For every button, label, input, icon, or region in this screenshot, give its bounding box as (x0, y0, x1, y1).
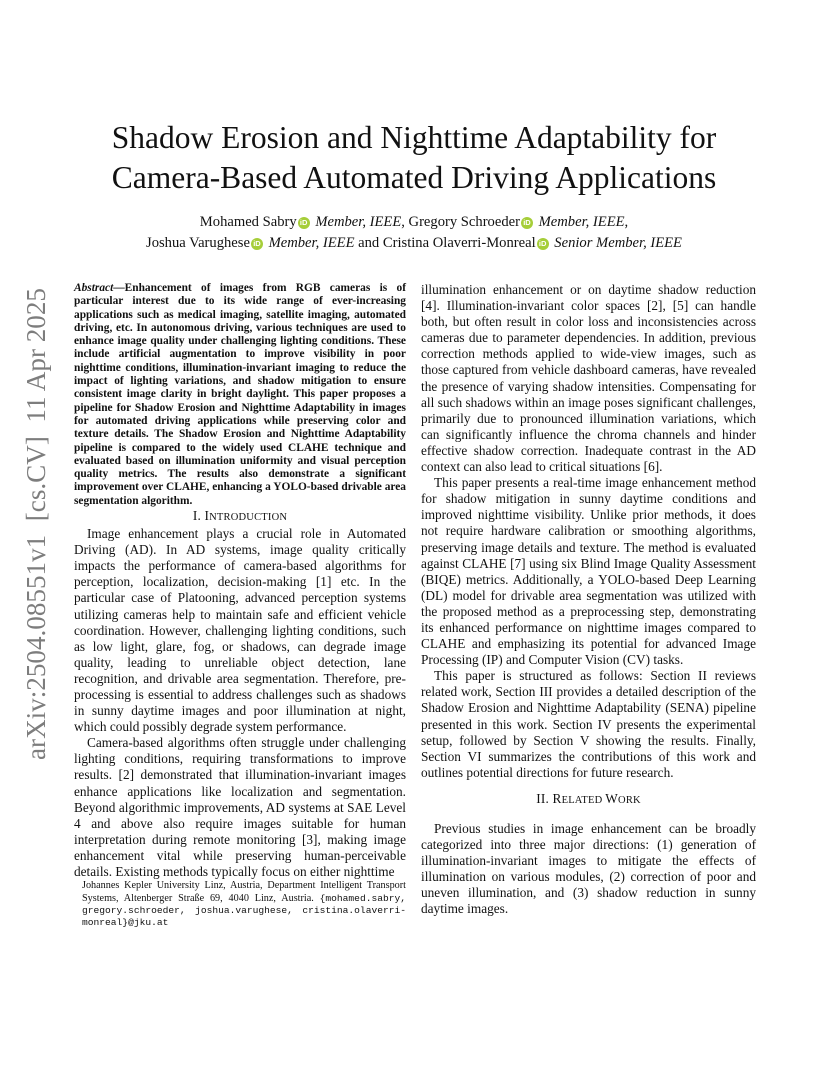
paragraph: This paper presents a real-time image enhancement method for shadow mitigation in sunny daytime conditions and improved nighttime visibility. Unlike prior methods, it does not require hardware calibration or smoothing algorithms, preserving image details and texture. The method is evaluated against CLAHE [7] using six Blind Image Quality Assessment (BIQE) metrics. Additionally, a YOLO-based Deep Learning (DL) model for drivable area segmentation was utilized with the proposed method as a preprocessing step, demonstrating its enhanced performance on nighttime images compared to CLAHE and emphasizing its potential for advanced Image Processing (IP) and Computer Vision (CV) tasks. (421, 475, 756, 668)
section-heading-related-work: II. RELATED WORK (536, 790, 641, 806)
paragraph: This paper is structured as follows: Section II reviews related work, Section III provides a detailed description of the Shadow Erosion and Nighttime Adaptability (SENA) pipeline presented in this work. Section IV presents the experimental setup, followed by Section V showing the results. Finally, Section VI summarizes the contributions of this work and outlines potential directions for future research. (421, 668, 756, 780)
membership-label: Senior Member, IEEE (550, 235, 682, 251)
email-domain[interactable]: @jku.at (128, 917, 169, 929)
email-list[interactable]: {mohamed.sabry, gregory.schroeder, joshua.varughese, cristina.olaverri-monreal} (82, 892, 406, 929)
paragraph: illumination enhancement or on daytime shadow reduction [4]. Illumination-invariant color spaces [2], [5] can handle both, but often result in color loss and inconsistencies across cameras due to parameter dependencies. In addition, previous correction methods applied to wide-view images, such as those captured from vehicle dashboard cameras, have revealed the presence of varying shadow intensities. Compensating for all such shadows within an image poses significant challenges, primarily due to pronounced illumination variations, which can significantly influence the chroma channels and hinder effective shadow correction. Inadequate contrast in the AD context can also lead to critical situations [6]. (421, 282, 756, 475)
paper-title (70, 118, 758, 198)
membership-label: Member, IEEE (264, 235, 355, 251)
title-line-2: Camera-Based Automated Driving Applications (111, 160, 717, 195)
abstract (74, 282, 406, 508)
affiliation-footnote (74, 880, 406, 930)
author-separator: , (624, 214, 629, 230)
orcid-icon[interactable]: iD (298, 217, 310, 229)
footnote-text: Johannes Kepler University Linz, Austria, Department Intelligent Transport Systems, Altenberger Straße 69, 4040 Linz, Austria. (82, 880, 406, 904)
left-column (74, 282, 406, 930)
right-column (421, 282, 756, 917)
abstract-label: Abstract (74, 282, 114, 294)
author-name: , Gregory Schroeder (401, 214, 520, 230)
paragraph: Image enhancement plays a crucial role in Automated Driving (AD). In AD systems, image quality critically impacts the performance of camera-based algorithms for perception, localization, decision-making [1] etc. In the particular case of Platooning, advanced perception systems utilizing cameras help to maintain safe and efficient vehicle coordination. However, challenging lighting conditions, such as low light, glare, fog, or shadows, can degrade image quality, leading to unreliable object detection, lane recognition, and drivable area segmentation. Therefore, pre-processing is essential to address challenges such as shadows in sunny daytime images and poor illumination at night, which could possibly degrade system performance. (74, 526, 406, 735)
orcid-icon[interactable]: iD (251, 238, 263, 250)
paragraph: Camera-based algorithms often struggle under challenging lighting conditions, requiring transformations to improve results. [2] demonstrated that illumination-invariant images enhance applications like localization and segmentation. Beyond algorithmic improvements, AD systems at SAE Level 4 and above also require images suitable for human interpretation during remote monitoring [3], making image enhancement vital while preserving human-perceivable details. Existing methods typically focus on either nighttime (74, 735, 406, 880)
orcid-icon[interactable]: iD (521, 217, 533, 229)
arxiv-stamp-text: arXiv:2504.08551v1 [cs.CV] 11 Apr 2025 (21, 290, 51, 760)
author-name: Mohamed Sabry (199, 214, 297, 230)
orcid-icon[interactable]: iD (537, 238, 549, 250)
author-name: and Cristina Olaverri-Monreal (354, 235, 536, 251)
title-line-1: Shadow Erosion and Nighttime Adaptability for (111, 120, 717, 155)
author-list (70, 212, 758, 254)
author-row-1 (70, 212, 758, 233)
author-name: Joshua Varughese (146, 235, 250, 251)
membership-label: Member, IEEE (311, 214, 402, 230)
author-row-2 (70, 233, 758, 254)
abstract-text: —Enhancement of images from RGB cameras is of particular interest due to its wide range of ever-increasing applications such as medical imaging, satellite imaging, automated driving, etc. In autonomous driving, various techniques are used to enhance image quality under challenging lighting conditions. These include artificial augmentation to improve visibility in poor nighttime conditions, illumination-invariant imaging to reduce the impact of lighting variations, and shadow mitigation to ensure consistent image clarity in bright daylight. This paper proposes a pipeline for Shadow Erosion and Nighttime Adaptability in images for automated driving applications while preserving color and texture details. The Shadow Erosion and Nighttime Adaptability pipeline is compared to the widely used CLAHE technique and evaluated based on illumination uniformity and visual perception quality metrics. The results also demonstrate a significant improvement over CLAHE, enhancing a YOLO-based drivable area segmentation algorithm. (74, 282, 406, 507)
paragraph: Previous studies in image enhancement can be broadly categorized into three major directions: (1) generation of illumination-invariant images to mitigate the effects of illumination on various modules, (2) correction of poor and uneven illumination, and (3) shadow reduction in sunny daytime images. (421, 820, 756, 917)
arxiv-identifier-stamp (18, 285, 54, 760)
section-heading-introduction: I. INTRODUCTION (192, 508, 288, 524)
membership-label: Member, IEEE (534, 214, 625, 230)
